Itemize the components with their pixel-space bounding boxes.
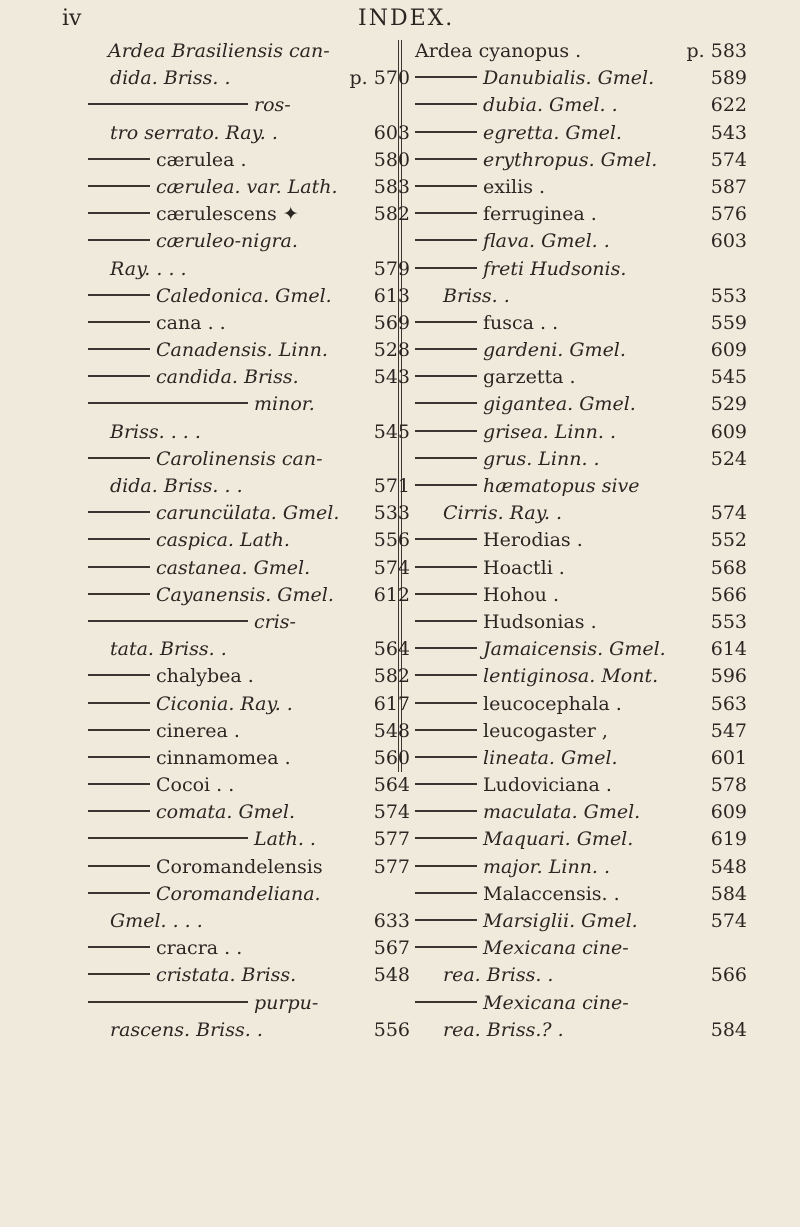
entry-page-number: 609 — [710, 420, 747, 443]
entry-term: exilis . — [483, 175, 546, 198]
ditto-rule — [88, 538, 150, 540]
entry-term: Mexicana cine- — [483, 991, 629, 1014]
entry-page-number: p. 570 — [349, 67, 410, 90]
index-entry — [88, 120, 418, 147]
entry-term: dida. Briss. . . — [110, 475, 243, 497]
entry-term: purpu- — [254, 991, 319, 1014]
entry-term: Coromandeliana. — [156, 882, 321, 905]
index-entry — [88, 826, 418, 853]
index-entry — [88, 772, 418, 799]
ditto-rule — [88, 946, 150, 948]
entry-page-number: 548 — [373, 719, 410, 742]
entry-page-number: 609 — [710, 339, 747, 362]
index-entry — [415, 908, 755, 935]
entry-term: Ludoviciana . — [483, 774, 612, 797]
ditto-rule — [88, 810, 150, 812]
index-entry — [88, 446, 418, 473]
ditto-rule — [415, 212, 477, 214]
page-header — [0, 6, 800, 34]
ditto-rule — [415, 647, 477, 649]
entry-page-number: 601 — [710, 746, 747, 769]
index-entry — [88, 718, 418, 745]
entry-page-number: 609 — [710, 801, 747, 824]
entry-term: Briss. . . . — [110, 420, 201, 443]
ditto-rule — [415, 674, 477, 676]
entry-term: Caledonica. Gmel. — [156, 284, 332, 307]
ditto-rule — [88, 511, 150, 513]
entry-term: tro serrato. Ray. . — [110, 121, 278, 144]
ditto-rule — [88, 892, 150, 894]
entry-page-number: 553 — [710, 284, 747, 307]
index-entry — [88, 663, 418, 690]
entry-page-number: 622 — [710, 94, 747, 117]
ditto-rule — [415, 865, 477, 867]
ditto-rule — [88, 375, 150, 377]
index-entry — [88, 147, 418, 174]
index-entry — [415, 935, 755, 962]
entry-page-number: 589 — [710, 67, 747, 90]
ditto-rule — [415, 430, 477, 432]
entry-page-number: 524 — [710, 447, 747, 470]
entry-page-number: 567 — [373, 937, 410, 960]
right-index-column — [415, 38, 755, 1044]
entry-page-number: 548 — [710, 855, 747, 878]
entry-page-number: 574 — [710, 910, 747, 932]
index-entry — [88, 228, 418, 255]
ditto-rule — [415, 1001, 477, 1003]
entry-term: rea. Briss.? . — [443, 1018, 564, 1041]
entry-term: ros- — [254, 94, 291, 117]
index-entry — [415, 826, 755, 853]
entry-page-number: 545 — [373, 420, 410, 443]
entry-page-number: 587 — [710, 175, 747, 198]
entry-page-number: 533 — [373, 502, 410, 525]
ditto-rule — [415, 375, 477, 377]
index-entry — [415, 881, 755, 908]
entry-term: Hudsonias . — [483, 610, 597, 633]
index-entry — [88, 527, 418, 554]
ditto-rule — [88, 1001, 248, 1003]
entry-term: cris- — [254, 610, 296, 633]
entry-page-number: 612 — [373, 583, 410, 606]
entry-term: Canadensis. Linn. — [156, 339, 328, 362]
index-entry — [415, 65, 755, 92]
entry-page-number: 568 — [710, 556, 747, 579]
entry-term: cærulea . — [156, 148, 247, 171]
entry-page-number: 614 — [710, 638, 747, 661]
index-entry — [415, 256, 755, 283]
index-entry — [88, 691, 418, 718]
page-title: INDEX. — [358, 6, 455, 31]
entry-term: lineata. Gmel. — [483, 746, 618, 769]
entry-term: Cocoi . . — [156, 774, 235, 797]
entry-term: dida. Briss. . — [110, 67, 231, 90]
entry-term: Maquari. Gmel. — [483, 828, 634, 851]
entry-term: rea. Briss. . — [443, 964, 554, 987]
entry-term: Lath. . — [254, 828, 316, 851]
ditto-rule — [415, 76, 477, 78]
ditto-rule — [88, 239, 150, 241]
entry-term: leucogaster , — [483, 719, 608, 742]
ditto-rule — [415, 919, 477, 921]
index-entry — [415, 283, 755, 310]
ditto-rule — [415, 538, 477, 540]
index-entry — [88, 636, 418, 663]
index-entry — [415, 174, 755, 201]
entry-term: major. Linn. . — [483, 855, 611, 878]
index-entry — [415, 337, 755, 364]
index-entry — [88, 881, 418, 908]
entry-term: cinnamomea . — [156, 746, 291, 769]
index-entry — [88, 92, 418, 119]
entry-term: Malaccensis. . — [483, 882, 620, 905]
entry-term: Ray. . . . — [110, 257, 187, 280]
entry-term: flava. Gmel. . — [483, 230, 610, 253]
entry-term: grisea. Linn. . — [483, 420, 617, 443]
entry-page-number: 577 — [373, 855, 410, 878]
left-index-column — [88, 38, 418, 1044]
ditto-rule — [88, 158, 150, 160]
entry-page-number: 596 — [710, 665, 747, 688]
ditto-rule — [88, 321, 150, 323]
entry-page-number: p. 583 — [686, 40, 747, 62]
ditto-rule — [415, 239, 477, 241]
index-entry — [415, 473, 755, 500]
entry-term: cærulea. var. Lath. — [156, 175, 338, 198]
ditto-rule — [88, 783, 150, 785]
index-entry — [88, 1017, 418, 1044]
ditto-rule — [88, 620, 248, 622]
index-entry — [415, 364, 755, 391]
entry-page-number: 563 — [710, 692, 747, 715]
ditto-rule — [415, 593, 477, 595]
index-entry — [88, 908, 418, 935]
ditto-rule — [415, 457, 477, 459]
entry-term: Marsiglii. Gmel. — [483, 910, 638, 932]
entry-page-number: 582 — [373, 665, 410, 688]
entry-page-number: 580 — [373, 148, 410, 171]
entry-term: grus. Linn. . — [483, 447, 600, 470]
index-entry — [415, 636, 755, 663]
index-entry — [415, 92, 755, 119]
ditto-rule — [88, 973, 150, 975]
entry-term: Mexicana cine- — [483, 937, 629, 960]
ditto-rule — [88, 185, 150, 187]
entry-page-number: 548 — [373, 964, 410, 987]
ditto-rule — [88, 729, 150, 731]
index-entry — [415, 609, 755, 636]
entry-page-number: 603 — [373, 121, 410, 144]
ditto-rule — [88, 566, 150, 568]
entry-term: lentiginosa. Mont. — [483, 665, 659, 688]
index-entry — [415, 500, 755, 527]
entry-term: Ardea Brasiliensis can- — [108, 40, 330, 62]
index-entry — [415, 228, 755, 255]
entry-page-number: 566 — [710, 964, 747, 987]
ditto-rule — [415, 620, 477, 622]
entry-page-number: 603 — [710, 230, 747, 253]
index-entry — [415, 854, 755, 881]
entry-page-number: 552 — [710, 529, 747, 552]
entry-term: cæruleo-nigra. — [156, 230, 298, 253]
index-entry — [88, 990, 418, 1017]
entry-page-number: 578 — [710, 774, 747, 797]
ditto-rule — [415, 103, 477, 105]
index-entry — [88, 419, 418, 446]
entry-term: Gmel. . . . — [110, 910, 203, 932]
ditto-rule — [88, 756, 150, 758]
index-entry — [415, 691, 755, 718]
entry-term: garzetta . — [483, 366, 576, 389]
entry-term: dubia. Gmel. . — [483, 94, 618, 117]
entry-term: fusca . . — [483, 311, 559, 334]
entry-term: Cayanensis. Gmel. — [156, 583, 334, 606]
index-entry — [88, 745, 418, 772]
ditto-rule — [415, 810, 477, 812]
entry-term: ferruginea . — [483, 203, 597, 226]
index-entry — [88, 283, 418, 310]
index-entry — [88, 609, 418, 636]
entry-term: Briss. . — [443, 284, 510, 307]
entry-page-number: 569 — [373, 311, 410, 334]
entry-page-number: 583 — [373, 175, 410, 198]
entry-term: chalybea . — [156, 665, 254, 688]
entry-page-number: 545 — [710, 366, 747, 389]
ditto-rule — [415, 566, 477, 568]
index-entry — [415, 555, 755, 582]
index-entry — [415, 446, 755, 473]
ditto-rule — [88, 702, 150, 704]
ditto-rule — [415, 946, 477, 948]
index-entry — [415, 310, 755, 337]
entry-term: Hohou . — [483, 583, 559, 606]
entry-term: caruncülata. Gmel. — [156, 502, 340, 525]
entry-term: castanea. Gmel. — [156, 556, 311, 579]
ditto-rule — [88, 593, 150, 595]
entry-page-number: 528 — [373, 339, 410, 362]
entry-term: freti Hudsonis. — [483, 257, 627, 280]
index-entry — [88, 962, 418, 989]
index-entry — [415, 772, 755, 799]
ditto-rule — [415, 783, 477, 785]
index-entry — [415, 962, 755, 989]
entry-page-number: 617 — [373, 692, 410, 715]
ditto-rule — [88, 212, 150, 214]
entry-term: minor. — [254, 393, 315, 416]
ditto-rule — [415, 402, 477, 404]
ditto-rule — [415, 892, 477, 894]
entry-term: caspica. Lath. — [156, 529, 290, 552]
entry-term: egretta. Gmel. — [483, 121, 622, 144]
index-entry — [415, 527, 755, 554]
ditto-rule — [415, 702, 477, 704]
ditto-rule — [415, 484, 477, 486]
ditto-rule — [415, 267, 477, 269]
ditto-rule — [88, 674, 150, 676]
index-entry — [415, 38, 755, 65]
entry-term: Danubialis. Gmel. — [483, 67, 655, 90]
ditto-rule — [88, 294, 150, 296]
entry-term: maculata. Gmel. — [483, 801, 641, 824]
index-entry — [88, 256, 418, 283]
index-entry — [88, 799, 418, 826]
page-number: iv — [62, 6, 82, 31]
ditto-rule — [415, 729, 477, 731]
index-entry — [88, 854, 418, 881]
ditto-rule — [88, 103, 248, 105]
index-entry — [415, 419, 755, 446]
entry-page-number: 564 — [373, 774, 410, 797]
entry-page-number: 619 — [710, 828, 747, 851]
entry-page-number: 559 — [710, 311, 747, 334]
entry-term: rascens. Briss. . — [110, 1018, 263, 1041]
entry-term: Hoactli . — [483, 556, 565, 579]
entry-page-number: 560 — [373, 746, 410, 769]
entry-page-number: 576 — [710, 203, 747, 226]
ditto-rule — [415, 321, 477, 323]
index-entry — [415, 799, 755, 826]
entry-term: gigantea. Gmel. — [483, 393, 636, 416]
ditto-rule — [88, 457, 150, 459]
ditto-rule — [415, 158, 477, 160]
entry-page-number: 633 — [373, 910, 410, 932]
entry-term: cærulescens ✦ — [156, 203, 299, 226]
ditto-rule — [415, 837, 477, 839]
ditto-rule — [88, 348, 150, 350]
entry-page-number: 577 — [373, 828, 410, 851]
entry-page-number: 571 — [373, 475, 410, 497]
entry-page-number: 574 — [710, 148, 747, 171]
index-entry — [88, 174, 418, 201]
entry-term: cinerea . — [156, 719, 240, 742]
entry-page-number: 547 — [710, 719, 747, 742]
entry-term: Ciconia. Ray. . — [156, 692, 293, 715]
index-entry — [415, 1017, 755, 1044]
index-entry — [415, 147, 755, 174]
index-entry — [88, 337, 418, 364]
entry-term: Jamaicensis. Gmel. — [483, 638, 666, 661]
ditto-rule — [415, 756, 477, 758]
entry-page-number: 582 — [373, 203, 410, 226]
index-entry — [415, 582, 755, 609]
entry-page-number: 553 — [710, 610, 747, 633]
index-entry — [88, 38, 418, 65]
index-entry — [415, 391, 755, 418]
entry-term: Carolinensis can- — [156, 447, 323, 470]
entry-page-number: 556 — [373, 1018, 410, 1041]
ditto-rule — [88, 402, 248, 404]
ditto-rule — [415, 185, 477, 187]
entry-term: hæmatopus sive — [483, 475, 640, 497]
entry-term: tata. Briss. . — [110, 638, 227, 661]
entry-term: candida. Briss. — [156, 366, 299, 389]
entry-page-number: 574 — [710, 502, 747, 525]
ditto-rule — [415, 131, 477, 133]
ditto-rule — [88, 837, 248, 839]
ditto-rule — [415, 348, 477, 350]
entry-term: Ardea cyanopus . — [415, 40, 582, 62]
index-entry — [88, 555, 418, 582]
index-entry — [415, 718, 755, 745]
ditto-rule — [88, 865, 150, 867]
index-entry — [88, 65, 418, 92]
entry-term: erythropus. Gmel. — [483, 148, 658, 171]
index-entry — [88, 310, 418, 337]
index-entry — [88, 201, 418, 228]
index-entry — [88, 391, 418, 418]
entry-term: Herodias . — [483, 529, 583, 552]
index-entry — [88, 935, 418, 962]
index-entry — [415, 120, 755, 147]
entry-term: comata. Gmel. — [156, 801, 296, 824]
index-entry — [415, 745, 755, 772]
entry-page-number: 574 — [373, 801, 410, 824]
entry-page-number: 529 — [710, 393, 747, 416]
entry-term: cana . . — [156, 311, 226, 334]
entry-page-number: 584 — [710, 882, 747, 905]
entry-page-number: 579 — [373, 257, 410, 280]
entry-term: Cirris. Ray. . — [443, 502, 563, 525]
index-entry — [415, 663, 755, 690]
entry-term: cristata. Briss. — [156, 964, 297, 987]
entry-page-number: 556 — [373, 529, 410, 552]
index-entry — [415, 990, 755, 1017]
index-entry — [88, 364, 418, 391]
entry-page-number: 584 — [710, 1018, 747, 1041]
entry-term: Coromandelensis — [156, 855, 323, 878]
index-entry — [415, 201, 755, 228]
entry-page-number: 574 — [373, 556, 410, 579]
entry-term: cracra . . — [156, 937, 243, 960]
entry-page-number: 543 — [710, 121, 747, 144]
index-entry — [88, 473, 418, 500]
index-entry — [88, 582, 418, 609]
entry-term: leucocephala . — [483, 692, 622, 715]
entry-page-number: 543 — [373, 366, 410, 389]
entry-term: gardeni. Gmel. — [483, 339, 626, 362]
index-entry — [88, 500, 418, 527]
entry-page-number: 566 — [710, 583, 747, 606]
entry-page-number: 613 — [373, 284, 410, 307]
entry-page-number: 564 — [373, 638, 410, 661]
